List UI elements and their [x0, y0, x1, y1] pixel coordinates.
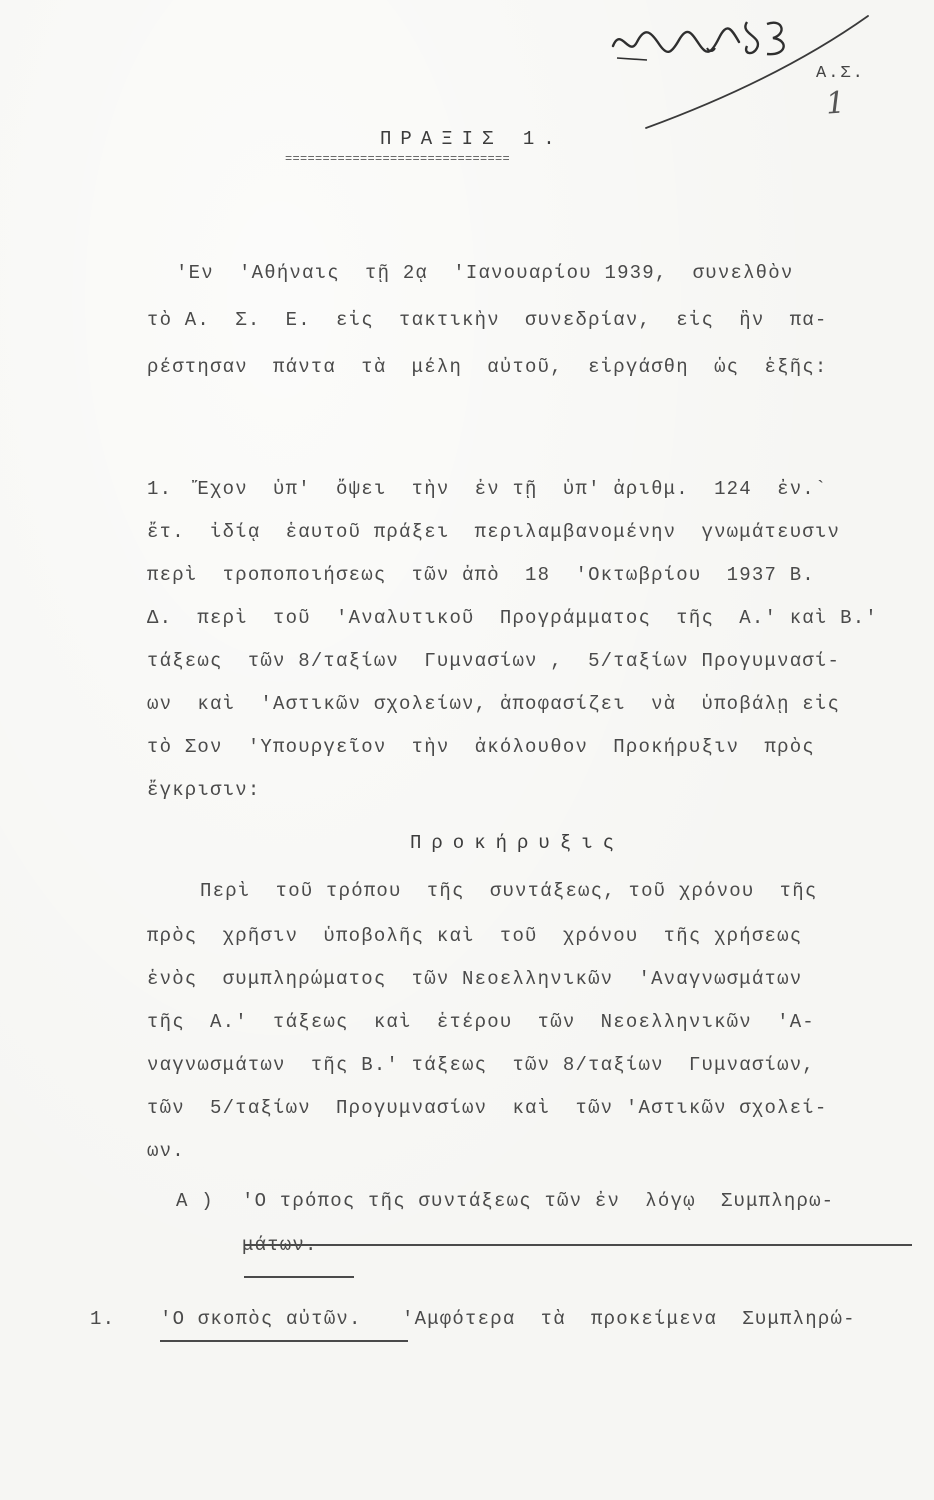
para1-line-8: ἔγκρισιν: [147, 779, 261, 801]
page-title: ΠΡΑΞΙΣ 1. [380, 128, 564, 150]
stamp-number: 1 [824, 85, 847, 122]
para2-line-4: τῆς Α.' τάξεως καὶ ἑτέρου τῶν Νεοελληνικῶν 'Α- [147, 1011, 815, 1033]
item-1-heading: 'Ο σκοπὸς αὐτῶν. [160, 1308, 362, 1330]
intro-line-1: 'Εν 'Αθήναις τῇ 2ᾳ 'Ιανουαρίου 1939, συνελθὸν [176, 262, 794, 284]
section-a-label: Α ) [176, 1190, 214, 1212]
para1-line-1: 1. Ἔχον ὑπ' ὄψει τὴν ἐν τῇ ὑπ' ἀριθμ. 124 ἐν.` [147, 478, 828, 500]
para1-line-3: περὶ τροποποιήσεως τῶν ἀπὸ 18 'Οκτωβρίου 1937 Β. [147, 564, 815, 586]
section-a-underline-2 [244, 1276, 354, 1278]
section-a-underline-1 [244, 1244, 912, 1246]
section-a-heading-line-1: 'Ο τρόπος τῆς συντάξεως τῶν ἐν λόγῳ Συμπληρω- [242, 1190, 835, 1212]
stamp-initials: Α.Σ. [816, 64, 865, 83]
item-1-text: 'Αμφότερα τὰ προκείμενα Συμπληρώ- [402, 1308, 856, 1330]
para1-line-5: τάξεως τῶν 8/ταξίων Γυμνασίων , 5/ταξίων Προγυμνασί- [147, 650, 841, 672]
para2-line-2: πρὸς χρῆσιν ὑποβολῆς καὶ τοῦ χρόνου τῆς χρήσεως [147, 925, 803, 947]
para2-line-3: ἑνὸς συμπληρώματος τῶν Νεοελληνικῶν 'Αναγνωσμάτων [147, 968, 803, 990]
para2-line-7: ων. [147, 1140, 185, 1162]
intro-line-3: ρέστησαν πάντα τὰ μέλη αὐτοῦ, εἰργάσθη ὡς ἑξῆς: [147, 356, 828, 378]
para2-line-5: ναγνωσμάτων τῆς Β.' τάξεως τῶν 8/ταξίων Γυμνασίων, [147, 1054, 815, 1076]
para1-line-2: ἔτ. ἰδίᾳ ἑαυτοῦ πράξει περιλαμβανομένην γνωμάτευσιν [147, 521, 841, 543]
section-heading: Προκήρυξις [410, 832, 625, 854]
section-a-heading-line-2: μάτων. [242, 1234, 318, 1256]
intro-line-2: τὸ Α. Σ. Ε. εἰς τακτικὴν συνεδρίαν, εἰς ἣν πα- [147, 309, 828, 331]
title-double-rule: ============================== [285, 152, 511, 166]
para2-line-1: Περὶ τοῦ τρόπου τῆς συντάξεως, τοῦ χρόνου τῆς [200, 880, 818, 902]
para2-line-6: τῶν 5/ταξίων Προγυμνασίων καὶ τῶν 'Αστικῶν σχολεί- [147, 1097, 828, 1119]
para1-line-7: τὸ Σον 'Υπουργεῖον τὴν ἀκόλουθον Προκήρυξιν πρὸς [147, 736, 815, 758]
para1-line-6: ων καὶ 'Αστικῶν σχολείων, ἀποφασίζει νὰ ὑποβάλῃ εἰς [147, 693, 841, 715]
item-1-number: 1. [90, 1308, 116, 1330]
item-1-heading-underline [160, 1340, 408, 1342]
para1-line-4: Δ. περὶ τοῦ 'Αναλυτικοῦ Προγράμματος τῆς Α.' καὶ Β.' [147, 607, 878, 629]
